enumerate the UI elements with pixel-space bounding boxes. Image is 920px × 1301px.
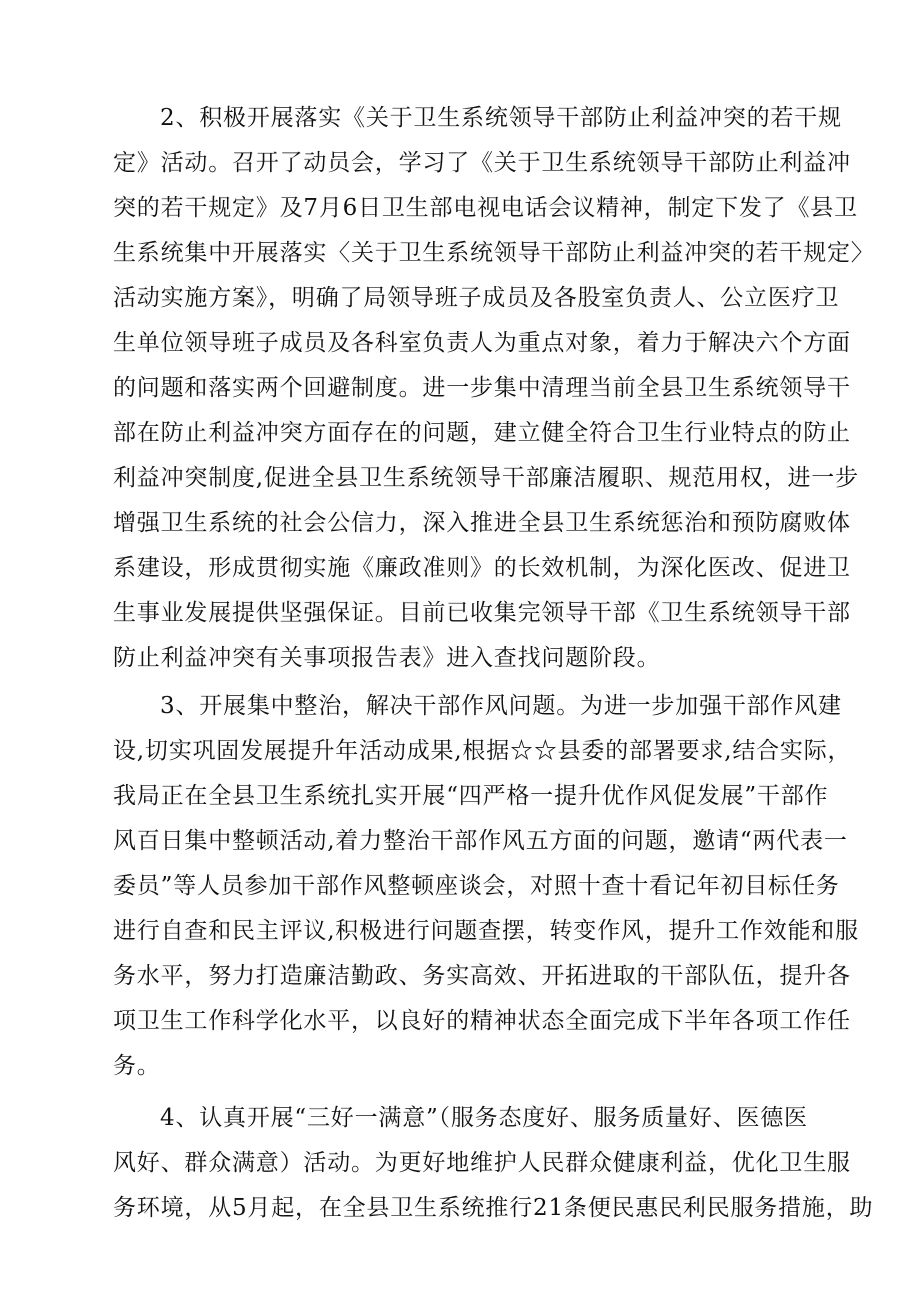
paragraph-line: 活动实施方案》，明确了局领导班子成员及各股室负责人、公立医疗卫 bbox=[113, 285, 840, 311]
paragraph-line: 利益冲突制度,促进全县卫生系统领导干部廉洁履职、规范用权，进一步 bbox=[113, 465, 859, 491]
paragraph-line: 风百日集中整顿活动,着力整治干部作风五方面的问题，邀请“两代表一 bbox=[113, 828, 848, 854]
paragraph-line: 3、开展集中整治，解决干部作风问题。为进一步加强干部作风建 bbox=[160, 693, 842, 719]
paragraph-line: 部在防止利益冲突方面存在的问题，建立健全符合卫生行业特点的防止 bbox=[113, 420, 851, 446]
paragraph-line: 定》活动。召开了动员会，学习了《关于卫生系统领导干部防止利益冲 bbox=[113, 150, 851, 176]
paragraph-line: 务水平，努力打造廉洁勤政、务实高效、开拓进取的干部队伍，提升各 bbox=[113, 963, 851, 989]
paragraph-line: 2、积极开展落实《关于卫生系统领导干部防止利益冲突的若干规 bbox=[160, 105, 842, 131]
paragraph-line: 生单位领导班子成员及各科室负责人为重点对象，着力于解决六个方面 bbox=[113, 330, 851, 356]
paragraph-line: 4、认真开展“三好一满意”（服务态度好、服务质量好、医德医 bbox=[160, 1105, 808, 1131]
paragraph-line: 防止利益冲突有关事项报告表》进入查找问题阶段。 bbox=[113, 645, 661, 671]
paragraph-line: 进行自查和民主评议,积极进行问题查摆，转变作风，提升工作效能和服 bbox=[113, 918, 859, 944]
paragraph-line: 委员”等人员参加干部作风整顿座谈会，对照十查十看记年初目标任务 bbox=[113, 873, 840, 899]
paragraph-line: 的问题和落实两个回避制度。进一步集中清理当前全县卫生系统领导干 bbox=[113, 375, 851, 401]
paragraph-line: 系建设，形成贯彻实施《廉政准则》的长效机制，为深化医改、促进卫 bbox=[113, 555, 851, 581]
paragraph-line: 风好、群众满意）活动。为更好地维护人民群众健康利益，优化卫生服 bbox=[113, 1150, 851, 1176]
paragraph-line: 增强卫生系统的社会公信力，深入推进全县卫生系统惩治和预防腐败体 bbox=[113, 510, 851, 536]
paragraph-line: 务。 bbox=[113, 1053, 161, 1079]
paragraph-line: 生系统集中开展落实〈关于卫生系统领导干部防止利益冲突的若干规定〉 bbox=[113, 240, 875, 266]
paragraph-line: 务环境，从5月起，在全县卫生系统推行21条便民惠民利民服务措施，助 bbox=[113, 1195, 874, 1221]
paragraph-line: 突的若干规定》及7月6日卫生部电视电话会议精神，制定下发了《县卫 bbox=[113, 195, 858, 221]
paragraph-line: 我局正在全县卫生系统扎实开展“四严格一提升优作风促发展”干部作 bbox=[113, 783, 829, 809]
paragraph-line: 项卫生工作科学化水平，以良好的精神状态全面完成下半年各项工作任 bbox=[113, 1008, 851, 1034]
paragraph-line: 生事业发展提供坚强保证。目前已收集完领导干部《卫生系统领导干部 bbox=[113, 600, 851, 626]
paragraph-line: 设,切实巩固发展提升年活动成果,根据☆☆县委的部署要求,结合实际， bbox=[113, 738, 852, 764]
